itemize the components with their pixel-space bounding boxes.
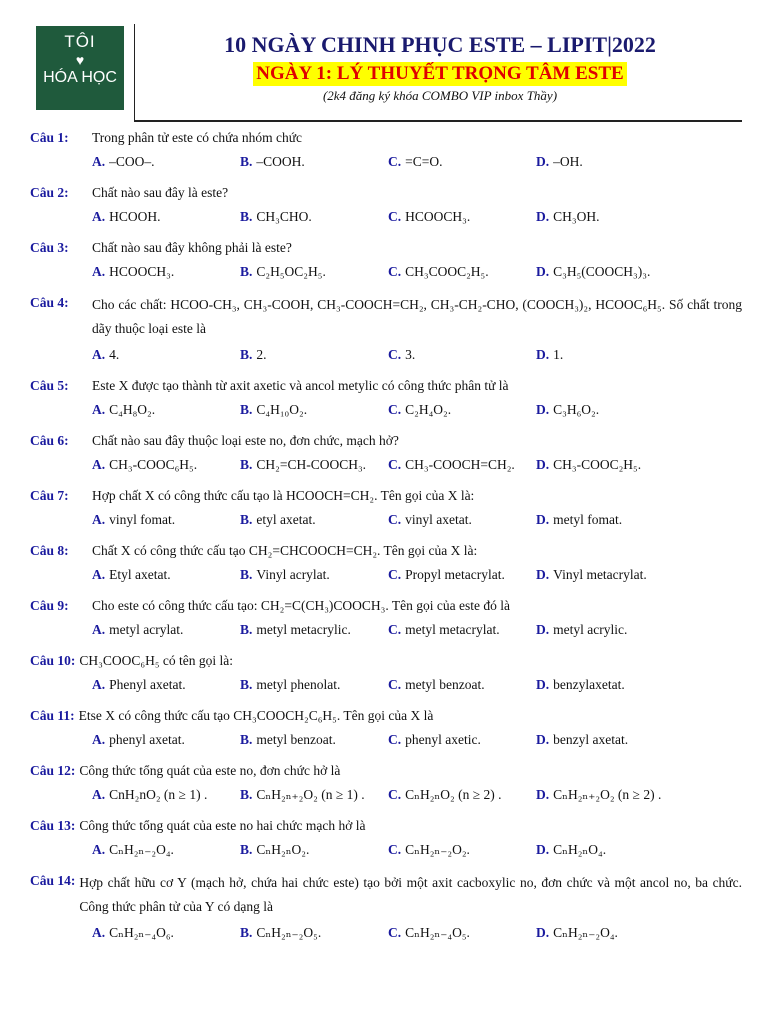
answer-option xyxy=(388,262,536,282)
option-text: metyl benzoat. xyxy=(405,677,485,692)
answer-option xyxy=(240,207,388,227)
option-label: D. xyxy=(536,842,550,857)
option-label: D. xyxy=(536,209,550,224)
option-text: CH₃-COOC₂H₅. xyxy=(553,457,642,472)
answer-option xyxy=(240,262,388,282)
option-label: B. xyxy=(240,209,253,224)
option-text: phenyl axetic. xyxy=(405,732,481,747)
answer-option xyxy=(536,345,684,365)
question-13 xyxy=(30,816,742,860)
answer-option xyxy=(388,923,536,943)
option-text: –OH. xyxy=(553,154,583,169)
option-label: A. xyxy=(92,787,106,802)
option-text: CₙH₂ₙO₄. xyxy=(553,842,607,857)
answer-options xyxy=(92,455,742,475)
option-text: Vinyl metacrylat. xyxy=(553,567,647,582)
answer-options xyxy=(92,620,742,640)
logo-line2: HÓA HỌC xyxy=(43,69,117,86)
answer-option xyxy=(92,840,240,860)
answer-option xyxy=(536,510,684,530)
answer-option xyxy=(536,565,684,585)
answer-option xyxy=(92,400,240,420)
option-text: CₙH₂ₙ₋₂O₅. xyxy=(256,925,322,940)
question-stem xyxy=(30,706,742,726)
answer-option xyxy=(92,923,240,943)
option-text: vinyl axetat. xyxy=(405,512,472,527)
option-label: D. xyxy=(536,264,550,279)
answer-option xyxy=(388,455,536,475)
answer-option xyxy=(388,207,536,227)
option-text: metyl metacrylic. xyxy=(256,622,351,637)
answer-option xyxy=(536,730,684,750)
answer-options xyxy=(92,785,742,805)
option-label: D. xyxy=(536,787,550,802)
question-stem xyxy=(30,816,742,836)
question-stem xyxy=(30,541,742,561)
option-label: A. xyxy=(92,677,106,692)
logo-line1: TÔI xyxy=(64,32,96,51)
question-number: Câu 5: xyxy=(30,378,69,393)
question-2 xyxy=(30,183,742,227)
answer-option xyxy=(388,840,536,860)
option-label: B. xyxy=(240,512,253,527)
question-text: Chất nào sau đây không phải là este? xyxy=(92,240,292,255)
answer-options xyxy=(92,565,742,585)
option-label: A. xyxy=(92,347,106,362)
question-number: Câu 9: xyxy=(30,598,69,613)
option-label: C. xyxy=(388,457,402,472)
option-label: B. xyxy=(240,567,253,582)
question-5 xyxy=(30,376,742,420)
question-4 xyxy=(30,293,742,365)
option-text: CH₃CHO. xyxy=(256,209,312,224)
question-stem xyxy=(30,871,742,919)
question-number: Câu 14: xyxy=(30,873,76,888)
option-text: metyl acrylat. xyxy=(109,622,184,637)
answer-options xyxy=(92,400,742,420)
option-label: A. xyxy=(92,264,106,279)
answer-options xyxy=(92,730,742,750)
option-label: C. xyxy=(388,732,402,747)
answer-option xyxy=(92,455,240,475)
question-7 xyxy=(30,486,742,530)
question-stem xyxy=(30,238,742,258)
question-11 xyxy=(30,706,742,750)
option-label: D. xyxy=(536,457,550,472)
option-text: metyl metacrylat. xyxy=(405,622,500,637)
question-9 xyxy=(30,596,742,640)
answer-option xyxy=(388,400,536,420)
question-number: Câu 4: xyxy=(30,295,69,310)
option-label: C. xyxy=(388,925,402,940)
answer-option xyxy=(240,730,388,750)
option-label: A. xyxy=(92,512,106,527)
option-text: Phenyl axetat. xyxy=(109,677,186,692)
option-text: HCOOH. xyxy=(109,209,161,224)
option-text: CH₃COOC₂H₅. xyxy=(405,264,489,279)
header-vertical-divider xyxy=(134,24,135,120)
option-text: CₙH₂ₙ₊₂O₂ (n ≥ 2) . xyxy=(553,787,662,802)
option-text: CnH₂nO₂ (n ≥ 1) . xyxy=(109,787,208,802)
option-text: CₙH₂ₙ₋₂O₄. xyxy=(553,925,618,940)
option-text: HCOOCH₃. xyxy=(405,209,471,224)
question-text: Chất X có công thức cấu tạo CH₂=CHCOOCH=CH₂. Tên gọi của X là: xyxy=(92,543,478,558)
option-label: B. xyxy=(240,347,253,362)
option-text: CₙH₂ₙO₂. xyxy=(256,842,310,857)
option-text: –COO–. xyxy=(109,154,155,169)
option-text: metyl fomat. xyxy=(553,512,623,527)
answer-option xyxy=(92,345,240,365)
option-text: Vinyl acrylat. xyxy=(256,567,330,582)
question-text: Công thức tổng quát của este no, đơn chức hở là xyxy=(79,763,341,778)
option-text: 2. xyxy=(256,347,267,362)
question-8 xyxy=(30,541,742,585)
answer-option xyxy=(536,840,684,860)
option-text: CₙH₂ₙ₋₂O₂. xyxy=(405,842,470,857)
answer-option xyxy=(92,565,240,585)
option-text: benzylaxetat. xyxy=(553,677,625,692)
answer-option xyxy=(536,207,684,227)
question-12 xyxy=(30,761,742,805)
answer-option xyxy=(240,620,388,640)
option-label: C. xyxy=(388,154,402,169)
option-text: –COOH. xyxy=(256,154,305,169)
answer-options xyxy=(92,840,742,860)
option-text: C₃H₆O₂. xyxy=(553,402,600,417)
answer-option xyxy=(240,510,388,530)
answer-option xyxy=(536,400,684,420)
option-text: Etyl axetat. xyxy=(109,567,171,582)
answer-option xyxy=(92,730,240,750)
question-number: Câu 1: xyxy=(30,130,69,145)
option-text: vinyl fomat. xyxy=(109,512,176,527)
question-3 xyxy=(30,238,742,282)
answer-options xyxy=(92,923,742,943)
option-text: C₂H₄O₂. xyxy=(405,402,452,417)
option-label: C. xyxy=(388,787,402,802)
question-list xyxy=(30,128,742,954)
answer-option xyxy=(240,152,388,172)
option-label: D. xyxy=(536,925,550,940)
option-label: A. xyxy=(92,402,106,417)
question-1 xyxy=(30,128,742,172)
option-text: HCOOCH₃. xyxy=(109,264,175,279)
option-text: benzyl axetat. xyxy=(553,732,629,747)
option-label: C. xyxy=(388,567,402,582)
answer-option xyxy=(388,785,536,805)
option-label: B. xyxy=(240,787,253,802)
question-number: Câu 7: xyxy=(30,488,69,503)
question-stem xyxy=(30,128,742,148)
question-text: Etse X có công thức cấu tạo CH₃COOCH₂C₆H₅. Tên gọi của X là xyxy=(78,708,434,723)
question-stem xyxy=(30,761,742,781)
answer-option xyxy=(92,207,240,227)
answer-options xyxy=(92,510,742,530)
option-text: CH₃-COOC₆H₅. xyxy=(109,457,198,472)
option-label: D. xyxy=(536,402,550,417)
option-text: CH₃OH. xyxy=(553,209,600,224)
option-label: C. xyxy=(388,402,402,417)
question-text: Trong phân tử este có chứa nhóm chức xyxy=(92,130,303,145)
option-label: A. xyxy=(92,622,106,637)
question-text: Cho este có công thức cấu tạo: CH₂=C(CH₃)COOCH₃. Tên gọi của este đó là xyxy=(92,598,510,613)
option-text: etyl axetat. xyxy=(256,512,316,527)
answer-option xyxy=(240,923,388,943)
option-label: B. xyxy=(240,925,253,940)
question-number: Câu 8: xyxy=(30,543,69,558)
answer-option xyxy=(536,620,684,640)
option-label: B. xyxy=(240,457,253,472)
option-text: 3. xyxy=(405,347,416,362)
answer-option xyxy=(240,675,388,695)
answer-options xyxy=(92,675,742,695)
answer-option xyxy=(240,400,388,420)
option-label: A. xyxy=(92,209,106,224)
question-stem xyxy=(30,183,742,203)
option-text: CₙH₂ₙ₋₂O₄. xyxy=(109,842,174,857)
option-text: metyl acrylic. xyxy=(553,622,628,637)
option-label: B. xyxy=(240,622,253,637)
option-text: C₄H₁₀O₂. xyxy=(256,402,308,417)
option-label: B. xyxy=(240,264,253,279)
option-label: C. xyxy=(388,842,402,857)
answer-option xyxy=(536,923,684,943)
option-text: =C=O. xyxy=(405,154,443,169)
question-number: Câu 2: xyxy=(30,185,69,200)
answer-option xyxy=(388,345,536,365)
option-text: CH₂=CH-COOCH₃. xyxy=(256,457,367,472)
header-horizontal-divider xyxy=(134,120,742,122)
question-text: Chất nào sau đây thuộc loại este no, đơn chức, mạch hở? xyxy=(92,433,399,448)
option-label: A. xyxy=(92,457,106,472)
logo xyxy=(36,26,124,110)
option-text: CH₃-COOCH=CH₂. xyxy=(405,457,515,472)
question-stem xyxy=(30,431,742,451)
option-text: C₄H₈O₂. xyxy=(109,402,156,417)
answer-options xyxy=(92,345,742,365)
answer-option xyxy=(388,565,536,585)
question-text: Cho các chất: HCOO-CH₃, CH₃-COOH, CH₃-COOCH=CH₂, CH₃-CH₂-CHO, (COOCH₃)₂, HCOOC₆H₅. Số chất trong dãy thuộc loại este là xyxy=(92,297,742,336)
answer-option xyxy=(388,152,536,172)
option-text: 4. xyxy=(109,347,120,362)
question-number: Câu 10: xyxy=(30,653,76,668)
question-text: Hợp chất hữu cơ Y (mạch hở, chứa hai chức este) tạo bởi một axit cacboxylic no, đơn chức và một ancol no, ba chức. Công thức phân tử của Y có dạng là xyxy=(79,875,742,914)
option-label: D. xyxy=(536,622,550,637)
subtitle-wrap xyxy=(150,62,730,86)
question-number: Câu 3: xyxy=(30,240,69,255)
answer-option xyxy=(536,262,684,282)
option-text: 1. xyxy=(553,347,564,362)
answer-option xyxy=(536,785,684,805)
option-label: D. xyxy=(536,677,550,692)
header-note: (2k4 đăng ký khóa COMBO VIP inbox Thầy) xyxy=(322,88,558,103)
option-label: B. xyxy=(240,842,253,857)
answer-option xyxy=(92,510,240,530)
question-stem xyxy=(30,376,742,396)
option-label: C. xyxy=(388,622,402,637)
question-stem xyxy=(30,596,742,616)
answer-option xyxy=(240,785,388,805)
answer-option xyxy=(240,840,388,860)
option-text: phenyl axetat. xyxy=(109,732,185,747)
question-number: Câu 12: xyxy=(30,763,76,778)
option-label: B. xyxy=(240,677,253,692)
answer-option xyxy=(388,730,536,750)
option-label: B. xyxy=(240,402,253,417)
page-subtitle: NGÀY 1: LÝ THUYẾT TRỌNG TÂM ESTE xyxy=(253,62,626,86)
page-title: 10 NGÀY CHINH PHỤC ESTE – LIPIT|2022 xyxy=(224,32,656,57)
answer-option xyxy=(92,675,240,695)
heart-icon: ♥ xyxy=(75,52,85,68)
option-label: A. xyxy=(92,732,106,747)
option-text: C₂H₅OC₂H₅. xyxy=(256,264,326,279)
answer-option xyxy=(240,455,388,475)
question-stem xyxy=(30,651,742,671)
option-label: C. xyxy=(388,512,402,527)
option-text: C₃H₅(COOCH₃)₃. xyxy=(553,264,651,279)
question-stem xyxy=(30,293,742,341)
option-label: D. xyxy=(536,154,550,169)
question-text: Công thức tổng quát của este no hai chức mạch hở là xyxy=(79,818,366,833)
answer-option xyxy=(536,675,684,695)
option-label: C. xyxy=(388,209,402,224)
option-text: metyl phenolat. xyxy=(256,677,341,692)
question-text: Hợp chất X có công thức cấu tạo là HCOOCH=CH₂. Tên gọi của X là: xyxy=(92,488,475,503)
question-text: CH₃COOC₆H₅ có tên gọi là: xyxy=(79,653,233,668)
option-text: CₙH₂ₙ₋₄O₅. xyxy=(405,925,470,940)
question-number: Câu 13: xyxy=(30,818,76,833)
option-text: metyl benzoat. xyxy=(256,732,336,747)
answer-option xyxy=(388,675,536,695)
answer-options xyxy=(92,152,742,172)
answer-option xyxy=(536,455,684,475)
option-label: A. xyxy=(92,567,106,582)
answer-option xyxy=(240,345,388,365)
option-text: CₙH₂ₙ₊₂O₂ (n ≥ 1) . xyxy=(256,787,365,802)
option-label: A. xyxy=(92,925,106,940)
option-label: D. xyxy=(536,512,550,527)
option-label: B. xyxy=(240,154,253,169)
option-label: D. xyxy=(536,732,550,747)
option-label: D. xyxy=(536,347,550,362)
answer-option xyxy=(92,785,240,805)
option-label: C. xyxy=(388,264,402,279)
answer-option xyxy=(92,152,240,172)
answer-option xyxy=(92,620,240,640)
option-label: D. xyxy=(536,567,550,582)
question-number: Câu 11: xyxy=(30,708,75,723)
answer-options xyxy=(92,262,742,282)
option-label: A. xyxy=(92,154,106,169)
question-10 xyxy=(30,651,742,695)
answer-option xyxy=(388,620,536,640)
option-text: CₙH₂ₙO₂ (n ≥ 2) . xyxy=(405,787,502,802)
question-text: Chất nào sau đây là este? xyxy=(92,185,229,200)
option-text: Propyl metacrylat. xyxy=(405,567,505,582)
option-text: CₙH₂ₙ₋₄O₆. xyxy=(109,925,174,940)
answer-option xyxy=(92,262,240,282)
option-label: B. xyxy=(240,732,253,747)
question-text: Este X được tạo thành từ axit axetic và ancol metylic có công thức phân tử là xyxy=(92,378,509,393)
option-label: A. xyxy=(92,842,106,857)
answer-option xyxy=(388,510,536,530)
question-stem xyxy=(30,486,742,506)
answer-option xyxy=(240,565,388,585)
option-label: C. xyxy=(388,677,402,692)
question-number: Câu 6: xyxy=(30,433,69,448)
question-14 xyxy=(30,871,742,943)
question-6 xyxy=(30,431,742,475)
option-label: C. xyxy=(388,347,402,362)
answer-options xyxy=(92,207,742,227)
answer-option xyxy=(536,152,684,172)
